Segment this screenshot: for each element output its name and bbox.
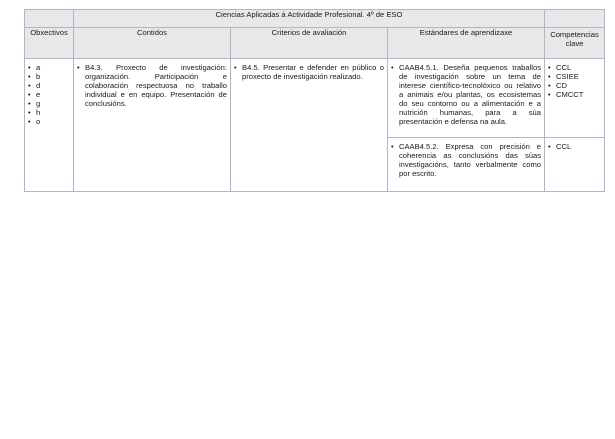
header-contents: Contidos [74,28,231,59]
standard-item: • CAAB4.5.1. Deseña pequenos traballos de investigación sobre un tema de interese científico-tecnolóxico ou relativo a animais e/ou plantas, os ecosistemas do seu contorno ou a alimentación e a nutrición humanas, para a súa presentación e defensa na aula. [391,63,541,126]
competence-item: • CMCCT [548,90,601,99]
standard-item: • CAAB4.5.2. Expresa con precisión e coherencia as conclusións das súas investigacións, tanto verbalmente como por escrito. [391,142,541,178]
objective-item: • o [28,117,70,126]
table-title: Ciencias Aplicadas á Actividade Profesional. 4º de ESO [74,10,545,28]
curriculum-table [24,9,605,192]
header-criteria: Criterios de avaliación [231,28,388,59]
table-row [25,59,605,138]
competence-item: • CCL [548,63,601,72]
objective-item: • e [28,90,70,99]
header-objectives: Obxectivos [25,28,74,59]
objectives-list [25,59,73,129]
contents-list [74,59,230,111]
competence-item: • CCL [548,142,601,151]
criteria-cell [231,59,388,192]
standard-cell [388,59,545,138]
competences-list [545,59,604,102]
objective-item: • b [28,72,70,81]
title-row [25,10,605,28]
competence-item: • CSIEE [548,72,601,81]
blank-corner-cell [545,10,605,28]
standard-list [388,138,544,181]
competences-cell [545,138,605,192]
column-header-row [25,28,605,59]
criterion-item: • B4.5. Presentar e defender en público o proxecto de investigación realizado. [234,63,384,81]
objective-item: • a [28,63,70,72]
criteria-list [231,59,387,84]
competences-list [545,138,604,154]
blank-corner-cell [25,10,74,28]
standard-list [388,59,544,129]
objective-item: • h [28,108,70,117]
objective-item: • g [28,99,70,108]
contents-cell [74,59,231,192]
standard-cell [388,138,545,192]
competences-cell [545,59,605,138]
header-competences: Competencias clave [545,28,605,59]
header-standards: Estándares de aprendizaxe [388,28,545,59]
objectives-cell [25,59,74,192]
competence-item: • CD [548,81,601,90]
content-item: • B4.3. Proxecto de investigación: organización. Participación e colaboración respectuosa no traballo individual e en equipo. Presentación de conclusións. [77,63,227,108]
objective-item: • d [28,81,70,90]
